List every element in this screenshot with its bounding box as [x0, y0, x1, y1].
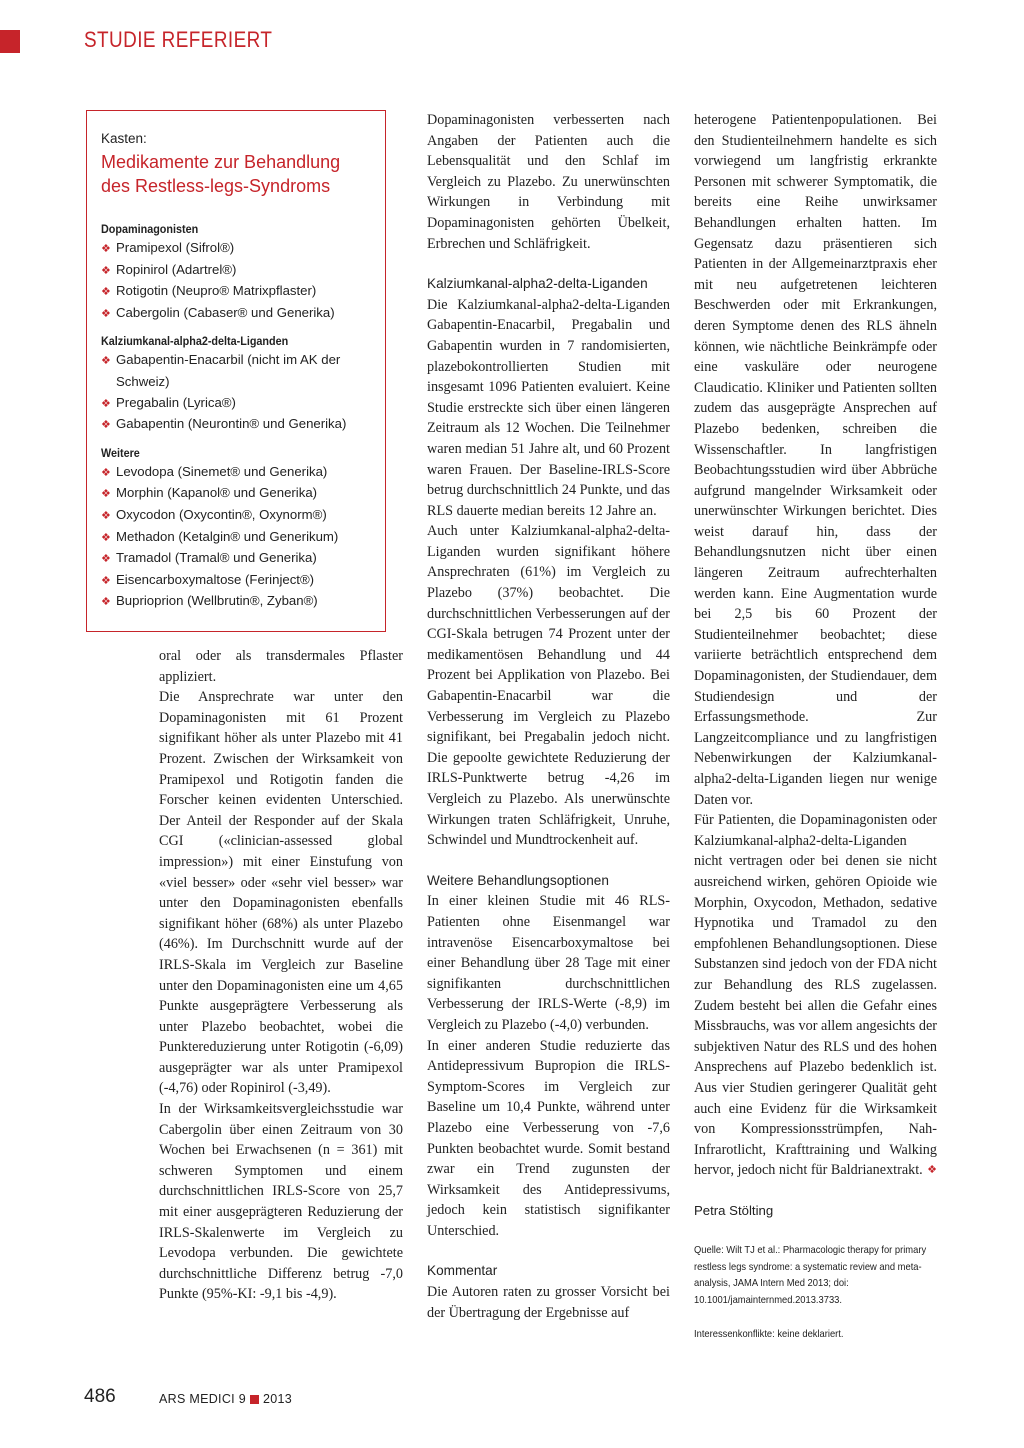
paragraph: Auch unter Kalziumkanal-alpha2-delta-Liganden wurden signifikant höhere Ansprechraten (61%) im Vergleich zu Plazebo (37%) beobachtet. Die durchschnittlichen Verbesserungen auf der CGI-Skala betrugen 74 Prozent unter der medikamentösen Behandlung und 44 Prozent bei Applikation von Plazebo. Bei Gabapentin-Enacarbil war die Verbesserung im Vergleich zu Plazebo signifikant, bei Pregabalin jedoch nicht. Die gepoolte gewichtete Reduzierung der IRLS-Punktwerte betrug -4,26 im Vergleich zu Plazebo. Als unerwünschte Wirkungen traten Schläfrigkeit, Unruhe, Schwindel und Mundtrockenheit auf. [427, 523, 670, 849]
box-title: Medikamente zur Behandlung des Restless-legs-Syndroms [101, 152, 341, 196]
list-item-text: Cabergolin (Cabaser® und Generika) [116, 304, 335, 320]
diamond-bullet-icon: ❖ [101, 596, 111, 609]
list-item [101, 238, 371, 260]
box-list [101, 462, 371, 613]
box-category-heading: Kalziumkanal-alpha2-delta-Liganden [101, 334, 289, 349]
diamond-bullet-icon: ❖ [101, 419, 111, 432]
diamond-bullet-icon: ❖ [101, 355, 111, 368]
subheading: Weitere Behandlungsoptionen [427, 872, 609, 888]
list-item-text: Eisencarboxymaltose (Ferinject®) [116, 571, 315, 587]
list-item-text: Pramipexol (Sifrol®) [116, 240, 235, 255]
author: Petra Stölting [694, 1202, 774, 1218]
list-item-text: Tramadol (Tramal® und Generika) [116, 550, 317, 566]
list-item-text: Gabapentin-Enacarbil (nicht im AK der Schweiz) [116, 352, 341, 389]
subheading: Kommentar [427, 1263, 498, 1279]
diamond-bullet-icon: ❖ [101, 307, 111, 320]
section-title: STUDIE REFERIERT [84, 27, 273, 52]
paragraph: In einer kleinen Studie mit 46 RLS-Patienten ohne Eisenmangel war intravenöse Eisencarboxymaltose bei einer Behandlung über 28 Tage mit einer signifikanten durchschnittlichen Verbesserung der IRLS-Werte (-8,9) im Vergleich zu Plazebo (-4,0) verbunden. [427, 893, 670, 1033]
paragraph-text: Für Patienten, die Dopaminagonisten oder Kalziumkanal-alpha2-delta-Liganden nicht vertragen oder bei denen sie nicht ausreichend wirken, gehören Opioide wie Morphin, Oxycodon, Methadon, sedative Hypnotika und Tramadol zu den empfohlenen Behandlungsoptionen. Diese Substanzen sind jedoch von der FDA nicht zur Behandlung des RLS zugelassen. Zudem besteht bei allen die Gefahr eines Missbrauchs, was vor allem angesichts der subjektiven Natur des RLS und des hohen Ansprechens auf Plazebo bedenklich ist. Aus vier Studien geringerer Qualität geht auch eine Evidenz für die Wirksamkeit von Kompressionsstrümpfen, Nah-Infrarotlicht, Krafttraining und Walking hervor, jedoch nicht für Baldrianextrakt. [694, 812, 937, 1179]
list-item [101, 303, 371, 325]
info-box [86, 110, 386, 632]
end-mark-icon: ❖ [927, 1163, 937, 1177]
paragraph: oral oder als transdermales Pflaster appliziert. [159, 648, 403, 685]
list-item [101, 505, 371, 527]
list-item-text: Buprioprion (Wellbrutin®, Zyban®) [116, 593, 318, 609]
list-item [101, 281, 371, 303]
list-item-text: Gabapentin (Neurontin® und Generika) [116, 416, 347, 432]
box-category-heading: Weitere [101, 445, 140, 460]
diamond-bullet-icon: ❖ [101, 466, 111, 479]
square-icon [250, 1395, 259, 1404]
diamond-bullet-icon: ❖ [101, 286, 111, 299]
box-list [101, 350, 371, 435]
paragraph: In der Wirksamkeitsvergleichsstudie war Cabergolin über einen Zeitraum von 30 Wochen bei Erwachsenen (n = 361) mit schweren Symptomen und einem durchschnittlichen IRLS-Score von 25,7 mit einer ausgeprägteren Reduzierung der IRLS-Skalenwerte im Vergleich zu Levodopa verbunden. Die gewichtete durchschnittliche Differenz betrug -7,0 Punkte (95%-KI: -9,1 bis -4,9). [159, 1101, 403, 1303]
diamond-bullet-icon: ❖ [101, 488, 111, 501]
list-item [101, 591, 371, 613]
list-item [101, 483, 371, 505]
paragraph: In einer anderen Studie reduzierte das Antidepressivum Bupropion die IRLS-Symptom-Scores im Vergleich zur Baseline um 10,4 Punkte, während unter Plazebo eine Verbesserung von -7,6 Punkten beobachtet wurde. Somit bestand zwar ein Trend zugunsten der Wirksamkeit des Antidepressivums, jedoch kein statistisch signifikanter Unterschied. [427, 1037, 670, 1239]
list-item [101, 527, 371, 549]
box-category-heading: Dopaminagonisten [101, 222, 199, 236]
diamond-bullet-icon: ❖ [101, 243, 111, 255]
list-item-text: Morphin (Kapanol® und Generika) [116, 485, 318, 501]
list-item [101, 393, 371, 415]
journal-name: ARS MEDICI 9 [159, 1392, 246, 1406]
list-item [101, 260, 371, 282]
diamond-bullet-icon: ❖ [101, 264, 111, 277]
diamond-bullet-icon: ❖ [101, 553, 111, 566]
section-marker [0, 30, 20, 53]
source-citation: Quelle: Wilt TJ et al.: Pharmacologic therapy for primary restless legs syndrome: a systematic review and meta-analysis, JAMA Intern Med 2013; doi: 10.1001/jamainternmed.2013.3733. [694, 1245, 927, 1306]
list-item [101, 548, 371, 570]
box-list [101, 238, 371, 324]
footer-journal [159, 1392, 292, 1406]
journal-year: 2013 [262, 1392, 292, 1406]
conflict-statement: Interessenkonflikte: keine deklariert. [694, 1329, 844, 1341]
column-left [159, 646, 403, 1305]
column-middle [427, 110, 670, 1323]
list-item-text: Oxycodon (Oxycontin®, Oxynorm®) [116, 506, 327, 522]
box-label: Kasten: [101, 131, 147, 146]
box-categories [101, 222, 371, 613]
column-right [694, 110, 937, 1346]
list-item-text: Pregabalin (Lyrica®) [116, 394, 236, 410]
diamond-bullet-icon: ❖ [101, 531, 111, 544]
page-number: 486 [84, 1386, 116, 1407]
subheading: Kalziumkanal-alpha2-delta-Liganden [427, 276, 648, 292]
paragraph: Dopaminagonisten verbesserten nach Angaben der Patienten auch die Lebensqualität und den Schlaf im Vergleich zu Plazebo. Zu unerwünschten Wirkungen in Verbindung mit Dopaminagonisten gehörten Übelkeit, Erbrechen und Schläfrigkeit. [427, 112, 670, 252]
diamond-bullet-icon: ❖ [101, 574, 111, 587]
list-item-text: Rotigotin (Neupro® Matrixpflaster) [116, 283, 317, 299]
list-item [101, 570, 371, 592]
paragraph: heterogene Patientenpopulationen. Bei den Studienteilnehmern handelte es sich vorwiegend um langfristig erkrankte Personen mit schwerer Symptomatik, die bereits eine Reihe unwirksamer Behandlungen erhalten hatten. Im Gegensatz dazu präsentieren sich Patienten in der Allgemeinarztpraxis eher mit neu aufgetretenen leichteren Beschwerden oder mit Erkrankungen, deren Symptome denen des RLS ähneln können, wie nächtliche Beinkrämpfe oder eine vaskuläre oder neurogene Claudicatio. Kliniker und Patienten sollten zudem das ausgeprägte Ansprechen auf Plazebo bedenken, schreiben die Wissenschaftler. In langfristigen Beobachtungsstudien wird über Abbrüche aufgrund mangelnder Wirksamkeit oder unerwünschter Wirkungen berichtet. Dies weist darauf hin, dass der Behandlungsnutzen nicht über einen längeren Zeitraum aufrechterhalten werden kann. Eine Augmentation wurde bei 2,5 bis 60 Prozent der Studienteilnehmer beobachtet; diese variierte beträchtlich entsprechend dem Dopaminagonisten, der Studiendauer, dem Studiendesign und der Erfassungsmethode. Zur Langzeitcompliance und zu langfristigen Nebenwirkungen der Kalziumkanal-alpha2-delta-Liganden liegen nur wenige Daten vor. [694, 112, 937, 808]
list-item [101, 414, 371, 436]
list-item-text: Methadon (Ketalgin® und Generikum) [116, 528, 339, 544]
paragraph [694, 810, 937, 1181]
diamond-bullet-icon: ❖ [101, 397, 111, 410]
list-item [101, 462, 371, 484]
paragraph: Die Autoren raten zu grosser Vorsicht bei der Übertragung der Ergebnisse auf [427, 1284, 670, 1321]
list-item [101, 350, 371, 392]
diamond-bullet-icon: ❖ [101, 509, 111, 522]
paragraph: Die Kalziumkanal-alpha2-delta-Liganden Gabapentin-Enacarbil, Pregabalin und Gabapentin wurden in 7 randomisierten, plazebokontrollierten Studien mit insgesamt 1096 Patienten evaluiert. Keine Studie erstreckte sich über einen längeren Zeitraum als 12 Wochen. Die Teilnehmer waren median 51 Jahre alt, und 60 Prozent waren Frauen. Der Baseline-IRLS-Score betrug durchschnittlich 24 Punkte, und das RLS dauerte median bereits 12 Jahre an. [427, 296, 670, 519]
list-item-text: Ropinirol (Adartrel®) [116, 261, 237, 277]
paragraph: Die Ansprechrate war unter den Dopaminagonisten mit 61 Prozent signifikant höher als unter Plazebo mit 41 Prozent. Zwischen der Wirksamkeit von Pramipexol und Rotigotin fanden die Forscher keinen evidenten Unterschied. Der Anteil der Responder auf der Skala CGI («clinician-assessed global impression») mit einer Einstufung von «viel besser» oder «sehr viel besser» war unter den Dopaminagonisten ebenfalls signifikant höher (68%) als unter Plazebo (46%). Im Durchschnitt wurde auf der IRLS-Skala im Vergleich zur Baseline unter den Dopaminagonisten eine um 4,65 Punkte ausgeprägtere Verbesserung als unter Plazebo beobachtet, wobei die Punktereduzierung unter Rotigotin (-6,09) ausgeprägter war als unter Pramipexol (-4,76) oder Ropinirol (-3,49). [159, 689, 403, 1097]
list-item-text: Levodopa (Sinemet® und Generika) [116, 463, 328, 479]
